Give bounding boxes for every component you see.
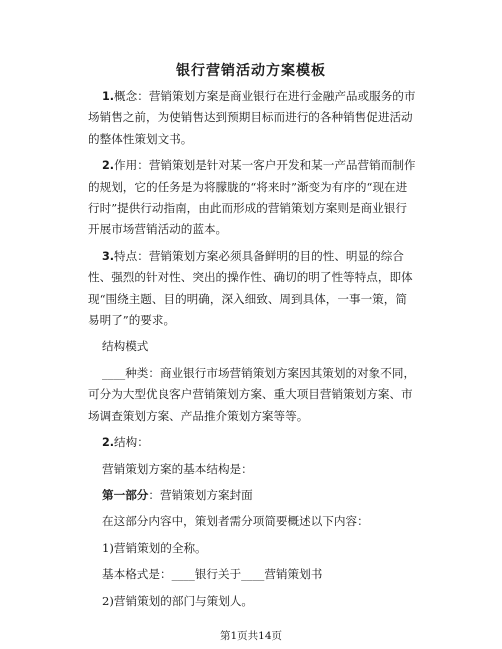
paragraph-overview: 在这部分内容中，策划者需分项简要概述以下内容： bbox=[102, 514, 369, 529]
paragraph-part-one bbox=[88, 485, 418, 506]
page-number: 第1页共14页 bbox=[219, 630, 283, 642]
paragraph-number: 1. bbox=[102, 90, 115, 103]
paragraph-number: 3. bbox=[102, 249, 115, 263]
paragraph-text: ：营销策划方案封面 bbox=[148, 487, 253, 502]
paragraph-number: 2. bbox=[102, 159, 115, 173]
paragraph-text: 作用：营销策划是针对某一客户开发和某一产品营销而制作的规划，它的任务是为将朦胧的“将来时”渐变为有序的“现在进行时”提供行动指南，由此而形成的营销策划方案则是商业银行开展市场营销活动的蓝本。 bbox=[88, 158, 416, 237]
document-title: 银行营销活动方案模板 bbox=[176, 63, 326, 79]
part-label: 第一部分 bbox=[102, 487, 149, 502]
paragraph-basic-structure: 营销策划方案的基本结构是： bbox=[102, 461, 253, 476]
paragraph-concept bbox=[88, 86, 418, 150]
paragraph-text: 结构： bbox=[114, 435, 149, 450]
paragraph-function bbox=[88, 155, 418, 241]
paragraph-text: 特点：营销策划方案必须具备鲜明的目的性、明显的综合性、强烈的针对性、突出的操作性、确切的明了性等特点，即体现“围绕主题、目的明确，深入细致、周到具体，一事一策，简易明了”的要求。 bbox=[88, 248, 413, 328]
paragraph-item-2: 2)营销策划的部门与策划人。 bbox=[102, 593, 254, 608]
paragraph-format: 基本格式是：____银行关于____营销策划书 bbox=[102, 567, 323, 582]
document-body bbox=[88, 86, 418, 612]
paragraph-text: 概念：营销策划方案是商业银行在进行金融产品或服务的市场销售之前，为使销售达到预期目标而进行的各种销售促进活动的整体性策划文书。 bbox=[88, 89, 416, 146]
paragraph-structure-mode: 结构模式 bbox=[102, 339, 149, 354]
paragraph-number: 2. bbox=[102, 436, 115, 450]
paragraph-types: ____种类：商业银行市场营销策划方案因其策划的对象不同，可分为大型优良客户营销策划方案、重大项目营销策划方案、市场调查策划方案、产品推介策划方案等等。 bbox=[88, 365, 416, 423]
paragraph-structure bbox=[88, 432, 418, 453]
paragraph-features bbox=[88, 246, 418, 332]
paragraph-item-1: 1)营销策划的全称。 bbox=[102, 540, 207, 555]
